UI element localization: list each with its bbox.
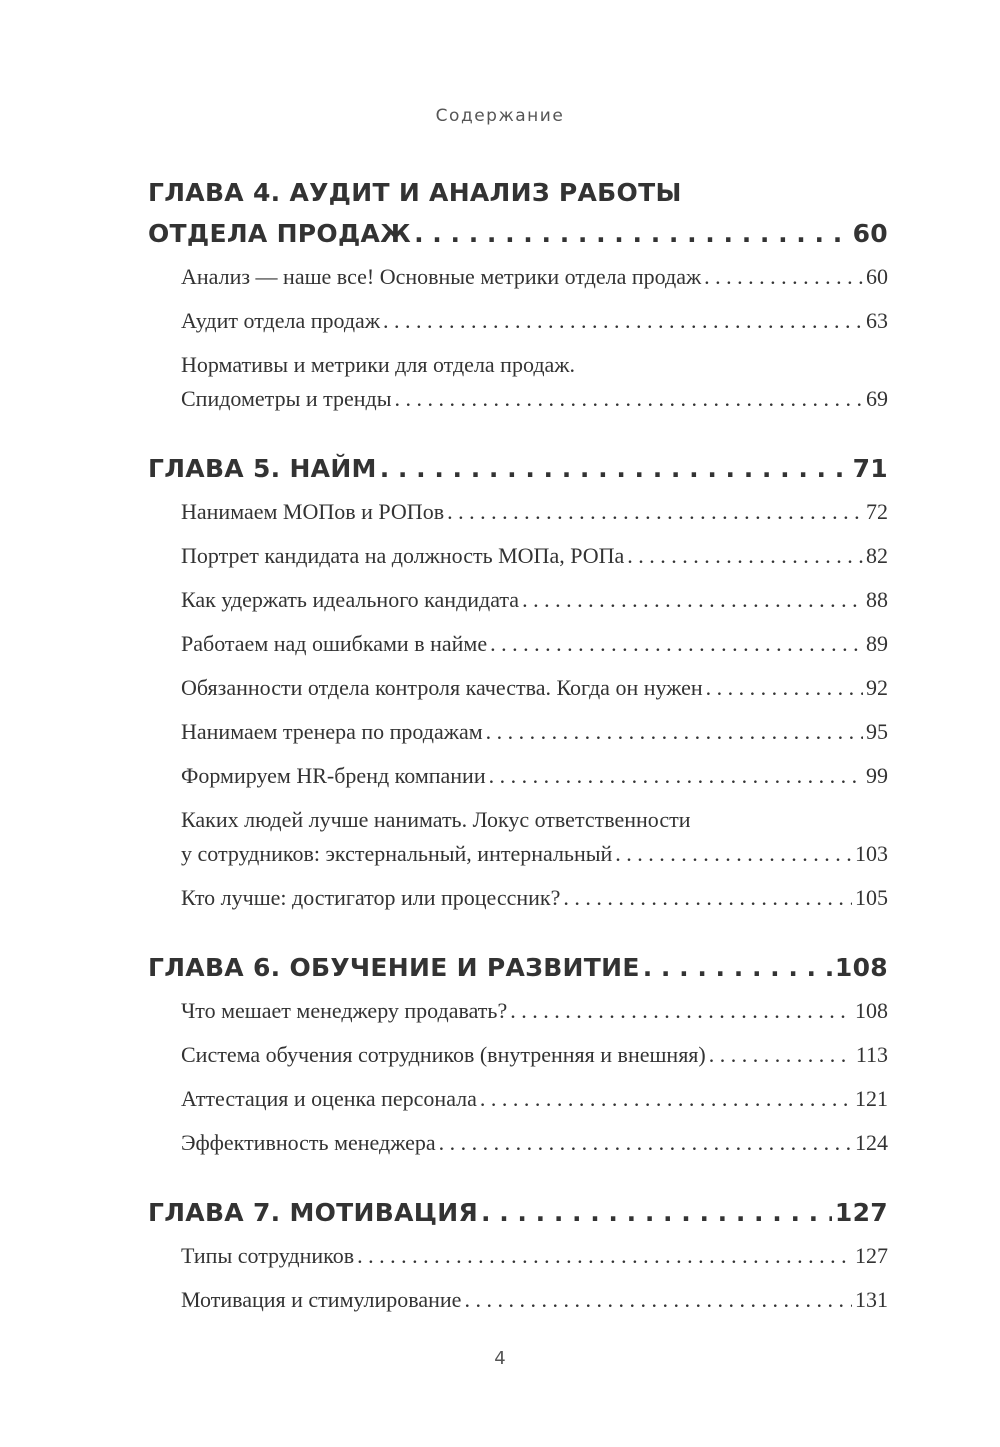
dot-leader (489, 759, 863, 793)
entry-title: у сотрудников: экстернальный, интернальный (181, 841, 613, 866)
entry-title: Эффективность менеджера (181, 1130, 436, 1155)
entry-page-number: 121 (855, 1086, 888, 1111)
entry-title: Мотивация и стимулирование (181, 1287, 462, 1312)
dot-leader (643, 947, 832, 988)
dot-leader (447, 495, 863, 529)
toc-entry[interactable] (181, 1283, 888, 1317)
entry-page-number: 95 (866, 719, 888, 744)
entry-page-number: 63 (866, 308, 888, 333)
entry-page-number: 88 (866, 587, 888, 612)
entry-page-number: 127 (855, 1243, 888, 1268)
chapter-heading[interactable] (148, 947, 888, 988)
chapter-7 (148, 1192, 888, 1317)
chapter-title: ГЛАВА 7. МОТИВАЦИЯ (148, 1198, 479, 1227)
dot-leader (490, 627, 863, 661)
toc-entry[interactable] (181, 304, 888, 338)
chapter-heading[interactable] (148, 448, 888, 489)
toc-entry[interactable] (181, 583, 888, 617)
dot-leader (380, 448, 850, 489)
dot-leader (464, 1283, 852, 1317)
page-number: 4 (494, 1348, 506, 1369)
chapter-6 (148, 947, 888, 1160)
chapter-title: ОТДЕЛА ПРОДАЖ (148, 219, 412, 248)
entry-page-number: 69 (866, 386, 888, 411)
toc-entry[interactable] (181, 260, 888, 294)
entry-page-number: 72 (866, 499, 888, 524)
toc-entry[interactable] (181, 1239, 888, 1273)
toc-entry[interactable] (181, 881, 888, 915)
toc-entry[interactable] (181, 1126, 888, 1160)
entry-title: Спидометры и тренды (181, 386, 392, 411)
dot-leader (414, 213, 850, 254)
dot-leader (615, 837, 852, 871)
entry-title: Система обучения сотрудников (внутренняя и внешняя) (181, 1042, 706, 1067)
entry-title: Типы сотрудников (181, 1243, 355, 1268)
dot-leader (383, 304, 863, 338)
entry-title: Обязанности отдела контроля качества. Когда он нужен (181, 675, 703, 700)
entry-title: Формируем HR-бренд компании (181, 763, 486, 788)
dot-leader (627, 539, 863, 573)
toc-entry[interactable] (181, 1038, 888, 1072)
chapter-title-line: ГЛАВА 4. АУДИТ И АНАЛИЗ РАБОТЫ (148, 178, 682, 207)
dot-leader (395, 382, 863, 416)
entry-title: Работаем над ошибками в найме (181, 631, 488, 656)
chapter-page-number: 108 (834, 953, 888, 982)
entry-title: Нанимаем МОПов и РОПов (181, 499, 445, 524)
table-of-contents (148, 172, 888, 1349)
entry-title-line: Каких людей лучше нанимать. Локус ответственности (181, 807, 691, 832)
entry-page-number: 103 (855, 841, 888, 866)
toc-entry[interactable] (181, 715, 888, 749)
entry-page-number: 82 (866, 543, 888, 568)
dot-leader (481, 1192, 832, 1233)
chapter-heading[interactable] (148, 1192, 888, 1233)
toc-entry[interactable] (181, 495, 888, 529)
entry-page-number: 105 (855, 885, 888, 910)
entry-page-number: 92 (866, 675, 888, 700)
entry-page-number: 99 (866, 763, 888, 788)
chapter-page-number: 60 (852, 219, 888, 248)
entry-page-number: 113 (855, 1042, 888, 1067)
entry-page-number: 108 (855, 998, 888, 1023)
entry-title: Как удержать идеального кандидата (181, 587, 520, 612)
running-head: Содержание (435, 106, 565, 126)
entry-page-number: 89 (866, 631, 888, 656)
chapter-title: ГЛАВА 6. ОБУЧЕНИЕ И РАЗВИТИЕ (148, 953, 640, 982)
entry-title: Анализ — наше все! Основные метрики отдела продаж (181, 264, 702, 289)
entry-title-line: Нормативы и метрики для отдела продаж. (181, 352, 575, 377)
dot-leader (706, 671, 863, 705)
toc-entry[interactable] (181, 539, 888, 573)
chapter-heading[interactable] (148, 172, 888, 254)
entry-title: Аттестация и оценка персонала (181, 1086, 477, 1111)
toc-entry[interactable] (181, 759, 888, 793)
entry-page-number: 124 (855, 1130, 888, 1155)
chapter-5 (148, 448, 888, 915)
dot-leader (357, 1239, 852, 1273)
entry-title: Кто лучше: достигатор или процессник? (181, 885, 561, 910)
toc-entry[interactable] (181, 348, 888, 416)
chapter-title: ГЛАВА 5. НАЙМ (148, 454, 377, 483)
entry-title: Нанимаем тренера по продажам (181, 719, 483, 744)
toc-entry[interactable] (181, 803, 888, 871)
toc-entry[interactable] (181, 994, 888, 1028)
entry-page-number: 60 (866, 264, 888, 289)
dot-leader (480, 1082, 852, 1116)
toc-entry[interactable] (181, 1082, 888, 1116)
dot-leader (486, 715, 863, 749)
chapter-page-number: 71 (852, 454, 888, 483)
entry-title: Портрет кандидата на должность МОПа, РОПа (181, 543, 625, 568)
toc-entry[interactable] (181, 671, 888, 705)
dot-leader (510, 994, 852, 1028)
chapter-page-number: 127 (834, 1198, 888, 1227)
dot-leader (522, 583, 863, 617)
toc-entry[interactable] (181, 627, 888, 661)
dot-leader (563, 881, 852, 915)
entry-title: Что мешает менеджеру продавать? (181, 998, 508, 1023)
dot-leader (704, 260, 863, 294)
dot-leader (709, 1038, 853, 1072)
dot-leader (439, 1126, 852, 1160)
chapter-4 (148, 172, 888, 416)
entry-title: Аудит отдела продаж (181, 308, 381, 333)
entry-page-number: 131 (855, 1287, 888, 1312)
